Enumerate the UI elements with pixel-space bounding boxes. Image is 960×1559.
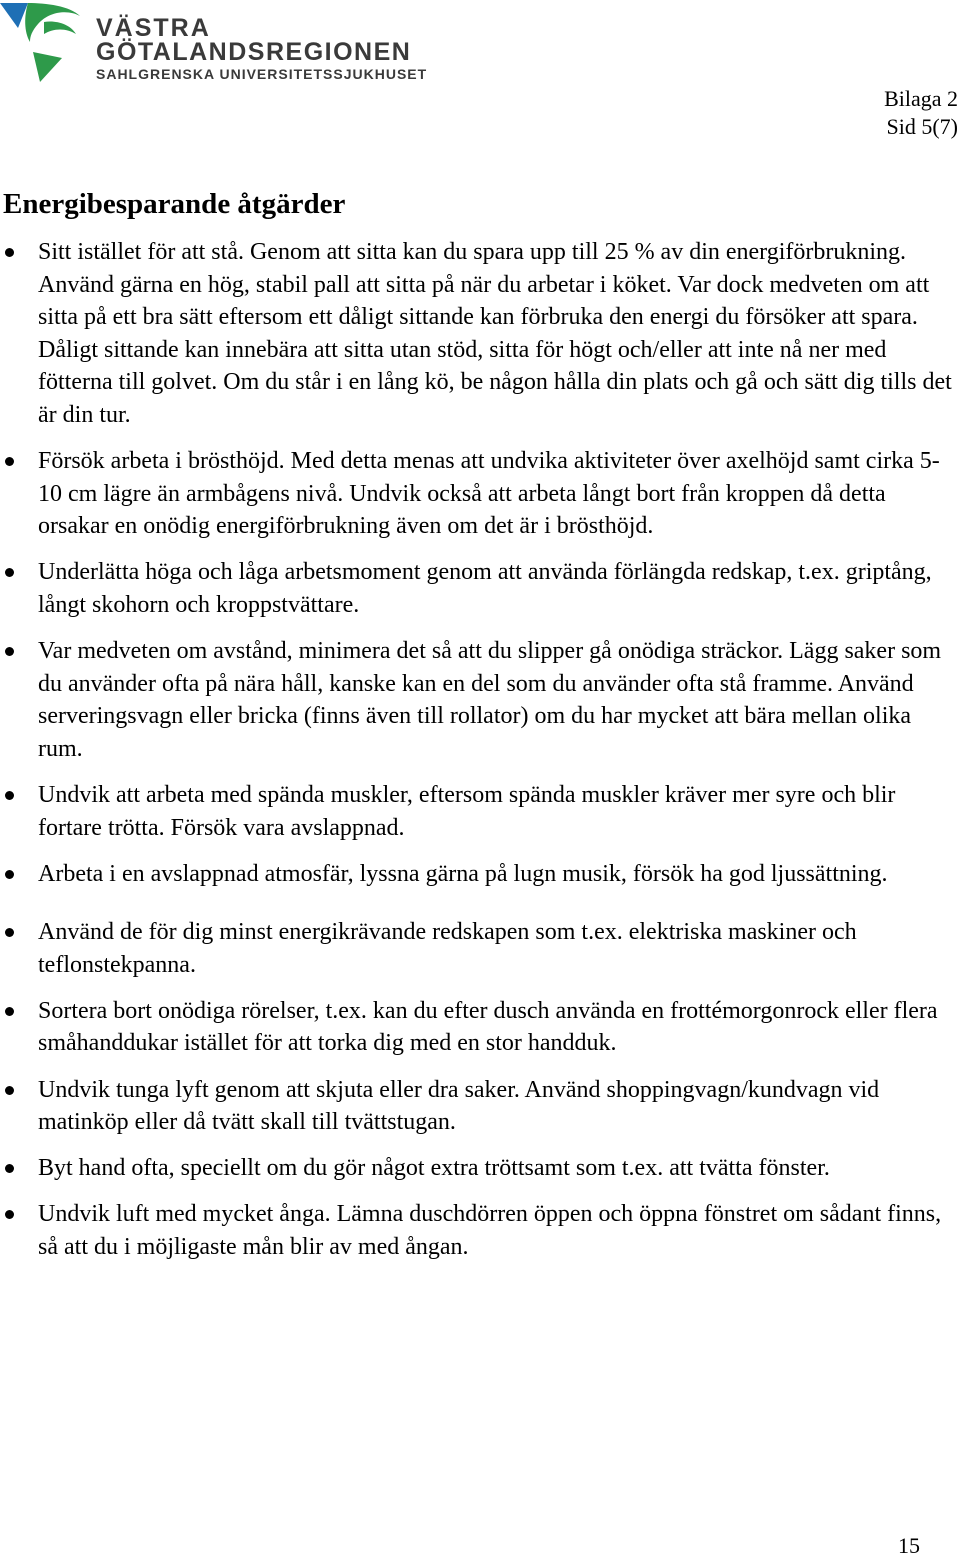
logo-title-line1: VÄSTRA bbox=[96, 14, 211, 42]
list-item-text: Var medveten om avstånd, minimera det så att du slipper gå onödiga sträckor. Lägg saker som du använder ofta på nära håll, kanske kan en del som du använder ofta stå framme. Använd serveringsvagn eller bricka (finns även till rollator) om du har mycket att bära mellan olika rum. bbox=[38, 638, 942, 762]
list-item bbox=[0, 445, 960, 543]
list-item bbox=[0, 916, 960, 981]
list-item bbox=[0, 635, 960, 765]
list-item-text: Försök arbeta i brösthöjd. Med detta menas att undvika aktiviteter över axelhöjd samt cirka 5-10 cm lägre än armbågens nivå. Undvik också att arbeta långt bort från kroppen då detta orsakar en onödig energiförbrukning även om det är i brösthöjd. bbox=[38, 448, 940, 540]
page-reference: Sid 5(7) bbox=[886, 114, 958, 139]
list-item bbox=[0, 1074, 960, 1139]
bullet-icon bbox=[5, 791, 14, 800]
logo-emblem-icon bbox=[0, 0, 95, 90]
bullet-icon bbox=[5, 928, 14, 937]
list-item bbox=[0, 1152, 960, 1185]
attachment-label: Bilaga 2 bbox=[884, 86, 958, 111]
section-heading: Energibesparande åtgärder bbox=[3, 188, 346, 220]
logo-subtitle: SAHLGRENSKA UNIVERSITETSSJUKHUSET bbox=[96, 66, 428, 82]
list-item bbox=[0, 995, 960, 1060]
bullet-icon bbox=[5, 870, 14, 879]
organization-logo bbox=[0, 0, 450, 90]
list-item-text: Använd de för dig minst energikrävande redskapen som t.ex. elektriska maskiner och teflonstekpanna. bbox=[38, 919, 857, 978]
page-number: 15 bbox=[898, 1533, 920, 1558]
list-item-text: Underlätta höga och låga arbetsmoment genom att använda förlängda redskap, t.ex. griptång, långt skohorn och kroppstvättare. bbox=[38, 559, 932, 618]
logo-title-line2: GÖTALANDSREGIONEN bbox=[96, 38, 412, 66]
bullet-icon bbox=[5, 1007, 14, 1016]
bullet-icon bbox=[5, 1210, 14, 1219]
list-item bbox=[0, 779, 960, 844]
list-item bbox=[0, 236, 960, 432]
list-item bbox=[0, 556, 960, 621]
list-item-text: Sortera bort onödiga rörelser, t.ex. kan du efter dusch använda en frottémorgonrock eller flera småhanddukar istället för att torka dig med en stor handduk. bbox=[38, 997, 938, 1057]
page-meta bbox=[884, 85, 958, 141]
list-item bbox=[0, 858, 960, 891]
bullet-icon bbox=[5, 457, 14, 466]
list-item-text: Undvik luft med mycket ånga. Lämna duschdörren öppen och öppna fönstret om sådant finns, så att du i möjligaste mån blir av med ångan. bbox=[38, 1201, 942, 1260]
bullet-icon bbox=[5, 568, 14, 577]
list-item-text: Byt hand ofta, speciellt om du gör något extra tröttsamt som t.ex. att tvätta fönster. bbox=[38, 1155, 830, 1182]
list-item-text: Undvik tunga lyft genom att skjuta eller dra saker. Använd shoppingvagn/kundvagn vid matinköp eller då tvätt skall till tvättstugan. bbox=[38, 1076, 880, 1136]
bullet-icon bbox=[5, 647, 14, 656]
bullet-icon bbox=[5, 248, 14, 257]
advice-list bbox=[0, 236, 960, 1277]
list-item-text: Undvik att arbeta med spända muskler, eftersom spända muskler kräver mer syre och blir fortare trötta. Försök vara avslappnad. bbox=[38, 781, 896, 841]
list-item bbox=[0, 1198, 960, 1263]
list-item-text: Sitt istället för att stå. Genom att sitta kan du spara upp till 25 % av din energiförbrukning. Använd gärna en hög, stabil pall att sitta på när du arbetar i köket. Var dock medveten om att sitta på ett bra sätt eftersom ett dåligt sittande kan förbruka den energi du försöker att spara. Dåligt sittande kan innebära att sitta utan stöd, sitta för högt och/eller att inte nå ner med fötterna till golvet. Om du står i en lång kö, be någon hålla din plats och gå och sätt dig tills det är din tur. bbox=[38, 239, 952, 428]
list-item-text: Arbeta i en avslappnad atmosfär, lyssna gärna på lugn musik, försök ha god ljussättning. bbox=[38, 860, 888, 887]
bullet-icon bbox=[5, 1086, 14, 1095]
bullet-icon bbox=[5, 1164, 14, 1173]
